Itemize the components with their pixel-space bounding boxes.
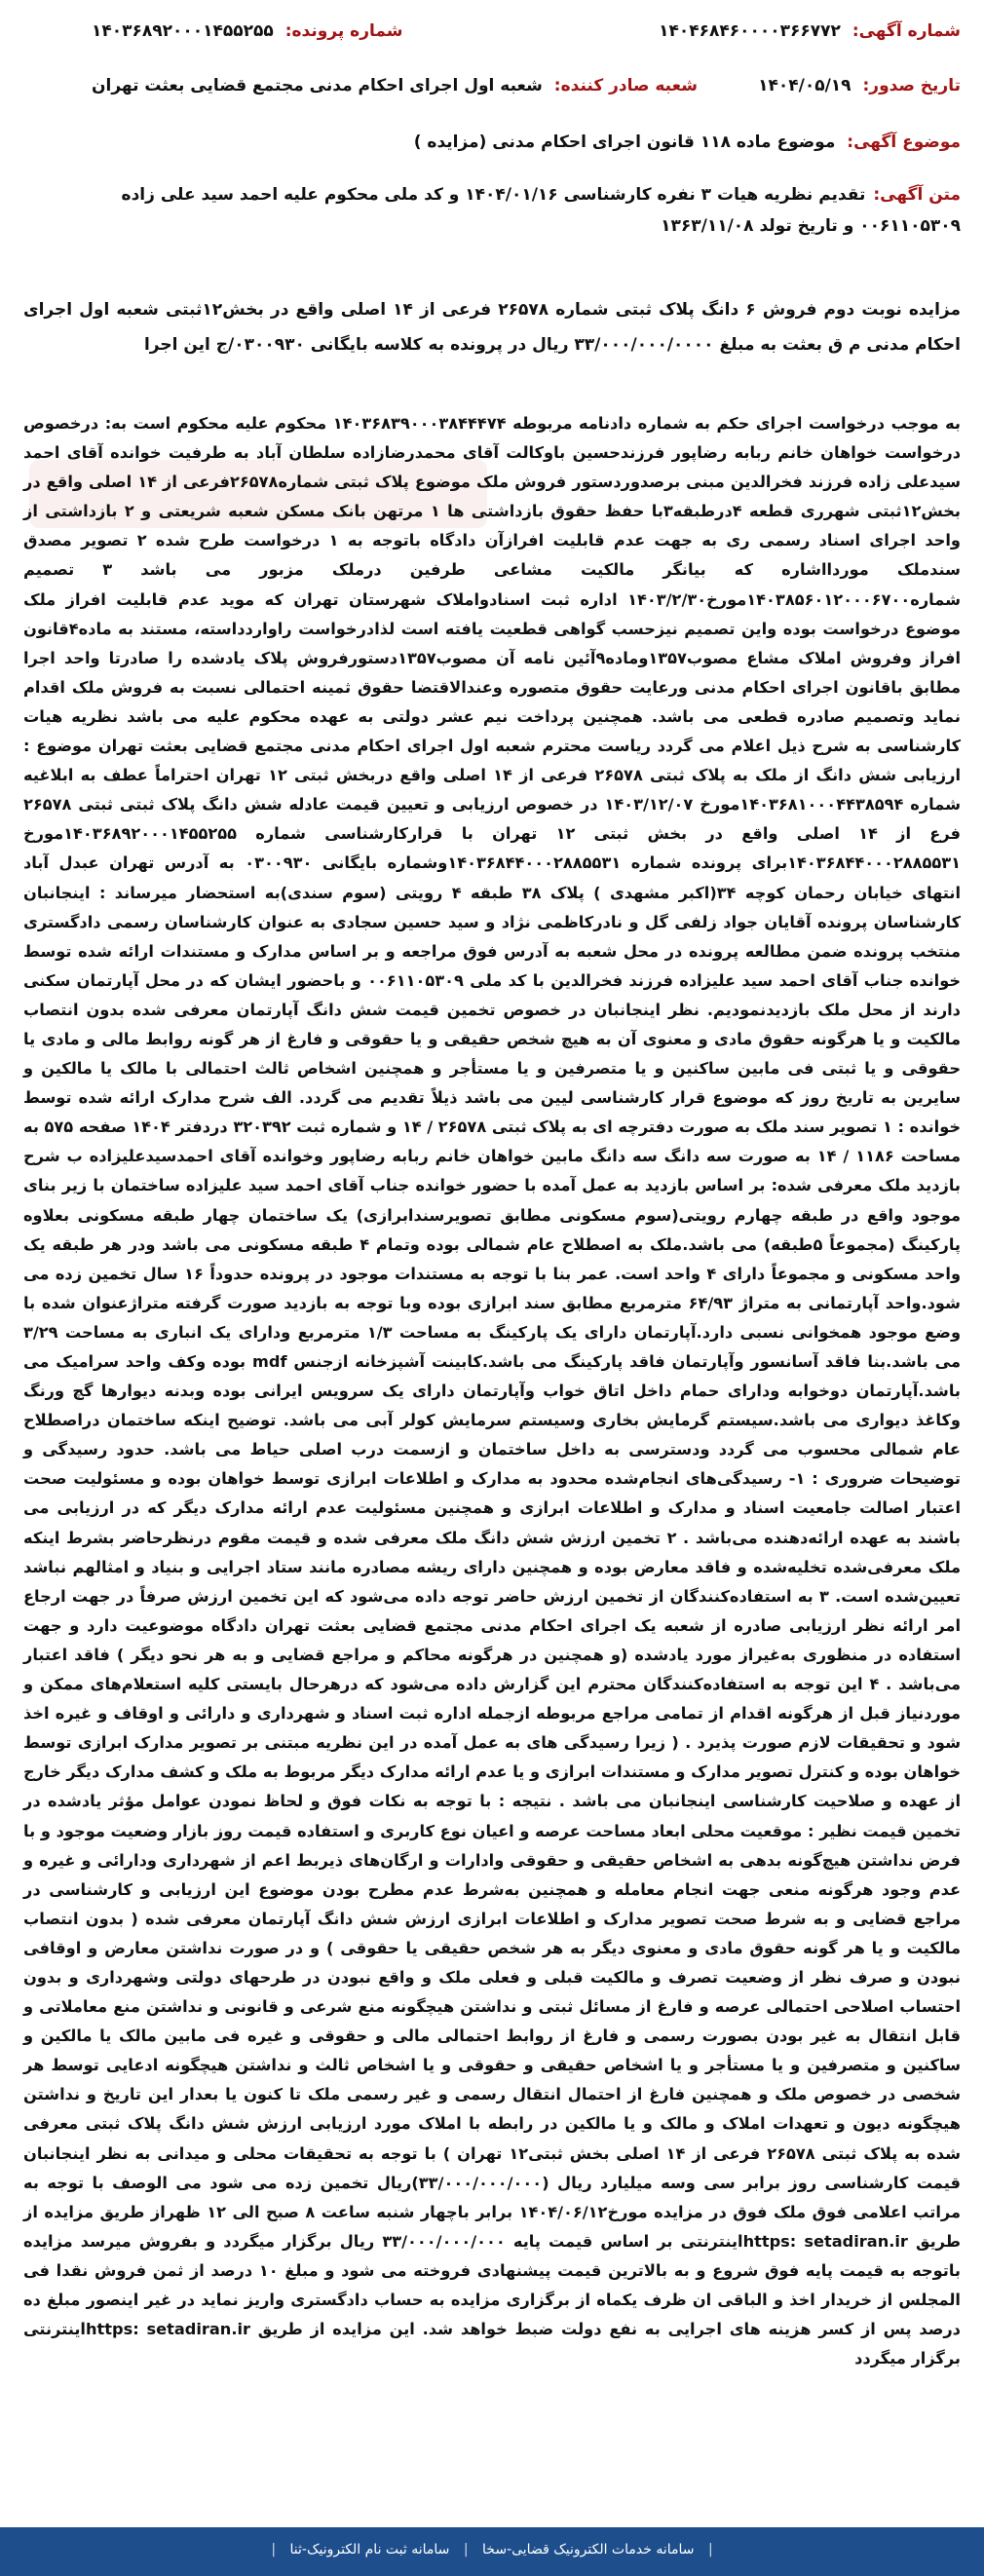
subject-value: موضوع ماده ۱۱۸ قانون اجرای احکام مدنی (مزایده ) [413,133,836,152]
header-row-2 [23,76,961,109]
issue-date-value: ۱۴۰۴/۰۵/۱۹ [758,76,852,95]
footer-link-sana[interactable]: سامانه ثبت نام الکترونیک-ثنا [289,2542,450,2557]
footer-link-sakha[interactable]: سامانه خدمات الکترونیک قضایی-سخا [482,2542,695,2557]
case-number-value: ۱۴۰۳۶۸۹۲۰۰۰۱۴۵۵۲۵۵ [92,21,274,41]
auction-intro: مزایده نوبت دوم فروش ۶ دانگ پلاک ثبتی شماره ۲۶۵۷۸ فرعی از ۱۴ اصلی واقع در بخش۱۲ثبتی شعبه اول اجرای احکام مدنی م ق بعثت به مبلغ ۳۳/۰۰۰/۰۰۰/۰۰۰۰ ریال در پرونده به کلاسه بایگانی ۰۳۰۰۹۳۰/ج این اجرا [23,300,961,355]
footer-separator: | [463,2542,469,2557]
footer-links [0,2542,984,2557]
header-row-1 [23,21,961,55]
notice-subject [414,133,961,152]
subject-label: موضوع آگهی: [847,133,961,152]
ad-text-label: متن آگهی: [873,185,961,205]
notice-text-header [23,179,961,242]
issue-date-label: تاریخ صدور: [862,76,961,95]
issue-date [758,76,961,95]
issuing-branch-value: شعبه اول اجرای احکام مدنی مجتمع قضایی بعثت تهران [92,76,543,95]
footer-separator: | [707,2542,713,2557]
case-number [92,21,403,41]
ad-number-label: شماره آگهی: [852,21,961,41]
ad-text-value: تقدیم نظریه هیات ۳ نفره کارشناسی ۱۴۰۴/۰۱/۱۶ و کد ملی محکوم علیه احمد سید علی زاده ۰۰۶۱۱۰۵۳۰۹ و تاریخ تولد ۱۳۶۳/۱۱/۰۸ [121,185,961,236]
case-number-label: شماره پرونده: [284,21,403,41]
footer-bar [0,2527,984,2576]
notice-body: به موجب درخواست اجرای حکم به شماره دادنامه مربوطه ۱۴۰۳۶۸۳۹۰۰۰۳۸۴۴۴۷۴ محکوم علیه محکوم است به: درخصوص درخواست خواهان خانم ربابه رضاپور فرزندحسین باوکالت آقای محمدرضازاده سلطان آباد به طرفیت خوانده آقای احمد سیدعلی زاده فرزند فخرالدین مبنی برصدوردستور فروش ملک موضوع پلاک ثبتی شماره۲۶۵۷۸فرعی از ۱۴ اصلی واقع در بخش۱۲ثبتی شهرری قطعه ۴درطبقه۳با حفظ حقوق بازداشتی ها ۱ مرتهن بانک مسکن شعبه شریعتی و ۲ بازداشتی از واحد اجرای اسناد رسمی ری به جهت عدم قابلیت افرازآن دادگاه باتوجه به ۱ درخواست طرح شده ۲ تصویر مصدق سندملک موردااشاره که بیانگر مالکیت مشاعی طرفین درملک مزبور می باشد ۳ تصمیم شماره۱۴۰۳۸۵۶۰۱۲۰۰۰۶۷۰۰مورخ۱۴۰۳/۲/۳۰ اداره ثبت اسنادواملاک شهرستان تهران که موید عدم قابلیت افراز ملک موضوع درخواست بوده واین تصمیم نیزحسب گواهی قطعیت یافته است لذادرخواست راواردداسته، مستند به ماده۴قانون افراز وفروش املاک مشاع مصوب۱۳۵۷وماده۹آئین نامه آن مصوب۱۳۵۷دستورفروش پلاک یادشده را صادرتا واحد اجرا مطابق باقانون اجرای احکام مدنی ورعایت حقوق متصوره وعندالاقتضا حقوق ثمینه احتمالی نسبت به فروش ملک اقدام نماید وتصمیم صادره قطعی می باشد. همچنین پرداخت نیم عشر دولتی به عهده محکوم علیه می باشد نظریه هیات کارشناسی به شرح ذیل اعلام می گردد ریاست محترم شعبه اول اجرای احکام مدنی مجتمع قضایی بعثت تهران موضوع : ارزیابی شش دانگ از ملک به پلاک ثبتی ۲۶۵۷۸ فرعی از ۱۴ اصلی واقع دربخش ثبتی ۱۲ تهران احتراماً عطف به ابلاغیه شماره ۱۴۰۳۶۸۱۰۰۰۴۴۳۸۵۹۴مورخ ۱۴۰۳/۱۲/۰۷ در خصوص ارزیابی و تعیین قیمت عادله شش دانگ پلاک ثبتی ثبتی ۲۶۵۷۸ فرع از ۱۴ اصلی واقع در بخش ثبتی ۱۲ تهران با قرارکارشناسی شماره ۱۴۰۳۶۸۹۲۰۰۰۱۴۵۵۲۵۵مورخ ۱۴۰۳۶۸۴۴۰۰۰۲۸۸۵۵۳۱برای پرونده شماره ۱۴۰۳۶۸۴۴۰۰۰۲۸۸۵۵۳۱وشماره بایگانی ۰۳۰۰۹۳۰ به آدرس تهران عبدل آباد انتهای خیابان رحمان کوچه ۳۴(اکبر مشهدی ) پلاک ۳۸ طبقه ۴ رویتی (سوم سندی)به استحضار میرساند : اینجانبان کارشناسان پرونده آقایان جواد زلفی گل و نادرکاظمی نژاد و سید حسین سجادی به عنوان کارشناسان رسمی دادگستری منتخب پرونده ضمن مطالعه پرونده در محل شعبه به آدرس فوق مراجعه و بر اساس مدارک و مستندات ارائه شده توسط خوانده جناب آقای احمد سید علیزاده فرزند فخرالدین با کد ملی ۰۰۶۱۱۰۵۳۰۹ و باحضور ایشان که در محل آپارتمان سکنی دارند از محل ملک بازدیدنمودیم. نظر اینجانبان در خصوص تخمین قیمت شش دانگ آپارتمان معرفی شده بدون انتصاب مالکیت و یا هرگونه حقوق مادی و معنوی آن به هیچ شخص حقیقی و یا حقوقی و فارغ از هر گونه روابط مالی و مادی یا حقوقی و یا ثبتی فی مابین ساکنین و یا متصرفین و یا مستأجر و همچنین اشخاص ثالث احتمالی با مالک یا مالکین و سایرین به تاریخ روز که موضوع قرار کارشناسی لیین می باشد ذیلاً تقدیم می گردد. الف شرح مدارک ارائه شده توسط خوانده : ۱ تصویر سند ملک به صورت دفترچه ای به پلاک ثبتی ۲۶۵۷۸ / ۱۴ و شماره ثبت ۳۲۰۳۹۲ دردفتر ۱۴۰۴ صفحه ۵۷۵ به مساحت ۱۱۸۶ / ۱۴ به صورت سه دانگ سه دانگ مابین خواهان خانم ربابه رضاپور وخوانده آقای احمدسیدعلیزاده ب شرح بازدید ملک معرفی شده: بر اساس بازدید به عمل آمده با حضور خوانده جناب آقای احمد سید علیزاده ساختمان با زیر بنای موجود واقع در طبقه چهارم رویتی(سوم مسکونی مطابق تصویرسندابرازی) یک ساختمان چهار طبقه مسکونی بعلاوه پارکینگ (مجموعاً ۵طبقه) می باشد.ملک به اصطلاح عام شمالی بوده وتمام ۴ طبقه مسکونی می باشد ودر هر طبقه یک واحد مسکونی و مجموعاً دارای ۴ واحد است. عمر بنا با توجه به مستندات موجود در پرونده حدوداً ۱۶ سال تخمین زده می شود.واحد آپارتمانی به متراژ ۶۴/۹۳ مترمربع مطابق سند ابرازی بوده وبا توجه به بازدید صورت گرفته متراژعنوان شده با وضع موجود همخوانی نسبی دارد.آپارتمان دارای یک پارکینگ به مساحت ۱/۳ مترمربع ودارای یک انباری به مساحت ۳/۲۹ می باشد.بنا فاقد آسانسور وآپارتمان فاقد پارکینگ می باشد.کابینت آشپزخانه ازجنس mdf بوده وکف واحد سرامیک می باشد.آپارتمان دوخوابه ودارای حمام داخل اتاق خواب وآپارتمان دارای یک سرویس ایرانی بوده وبدنه دیوارها گچ ورنگ وکاغذ دیواری می باشد.سیستم گرمایش بخاری وسیستم سرمایش کولر آبی می باشد. توضیح اینکه ساختمان دراصطلاح عام شمالی محسوب می گردد ودسترسی به داخل ساختمان و ازسمت درب اصلی حیاط می باشد. حدود رسیدگی و توضیحات ضروری : ۱- رسیدگی‌های انجام‌شده محدود به مدارک و اطلاعات ابرازی توسط خواهان بوده و مسئولیت صحت اعتبار اصالت جامعیت اسناد و مدارک و اطلاعات ابرازی و همچنین مسئولیت عدم ارائه مدارک دیگر که در ارزیابی می باشند به عهده ارائه‌دهنده می‌باشد . ۲ تخمین ارزش شش دانگ ملک معرفی شده و قیمت مقوم درنظرحاضر بشرط اینکه ملک معرفی‌شده تخلیه‌شده و فاقد معارض بوده و همچنین دارای ریشه مصادره مانند ستاد اجرایی و بنیاد و امثالهم نباشد تعیین‌شده است. ۳ به استفاده‌کنندگان از تخمین ارزش حاضر توجه داده می‌شود که این تخمین ارزش صرفاً در جهت ارجاع امر ارائه نظر ارزیابی صادره از شعبه یک اجرای احکام مدنی مجتمع قضایی بعثت تهران دادگاه موضوعیت دارد و جهت استفاده در منظوری به‌غیراز مورد یادشده (و همچنین در هرگونه محاکم و مراجع قضایی و به هر نحو دیگر ) فاقد اعتبار می‌باشد . ۴ این توجه به استفاده‌کنندگان محترم این گزارش داده می‌شود که درهرحال بایستی کلیه استعلام‌های ممکن و موردنیاز قبل از هرگونه اقدام از تمامی مراجع مربوطه ازجمله اداره ثبت اسناد و شهرداری و دارائی و اوقاف و غیره اخذ شود و تحقیقات لازم صورت پذیرد . ( زیرا رسیدگی های به عمل آمده در این نظریه مبتنی بر تصویر مدارک ابرازی توسط خواهان بوده و کنترل تصویر مدارک و مستندات ابرازی و یا عدم ارائه مدارک دیگر مربوط به ملک و کشف مدارک دیگر خارج از عهده و صلاحیت کارشناسی اینجانبان می باشد . نتیجه : با توجه به نکات فوق و لحاظ نمودن عوامل مؤثر یادشده در تخمین قیمت نظیر : موقعیت محلی ابعاد مساحت عرصه و اعیان نوع کاربری و استفاده قیمت روز بازار وضعیت موجود و با فرض نداشتن هیچ‌گونه بدهی به اشخاص حقیقی و حقوقی وادارات و ارگان‌های ذیربط اعم از شهرداری ودارائی و غیره و عدم وجود هرگونه منعی جهت انجام معامله و همچنین به‌شرط عدم مطرح بودن موضوع این ارزیابی و کارشناسی در مراجع قضایی و به شرط صحت تصویر مدارک و اطلاعات ابرازی ارزش شش دانگ آپارتمان معرفی شده ( بدون انتصاب مالکیت و یا هر گونه حقوق مادی و معنوی دیگر به هر شخص حقیقی یا حقوقی ) و در صورت نداشتن معارض و اوقافی نبودن و صرف نظر از وضعیت تصرف و مالکیت قبلی و فعلی ملک و واقع نبودن در طرحهای دولتی وشهرداری و بدون احتساب اصلاحی احتمالی عرصه و فارغ از مسائل ثبتی و نداشتن هیچگونه منع شرعی و قانونی و نداشتن منع معاملاتی و قابل انتقال به غیر بودن بصورت رسمی و فارغ از روابط احتمالی مالی و حقوقی و غیره فی مابین مالک یا مالکین و ساکنین و متصرفین و یا مستأجر و یا اشخاص حقیقی و حقوقی و یا اشخاص ثالث و نداشتن هیچگونه ادعایی توسط هر شخصی در خصوص ملک و همچنین فارغ از احتمال انتقال رسمی و غیر رسمی ملک تا کنون یا بعدار این تاریخ و نداشتن هیچگونه دیون و تعهدات املاک و مالک و یا مالکین در رابطه با املاک مورد ارزیابی ارزش شش دانگ پلاک ثبتی معرفی شده به پلاک ثبتی ۲۶۵۷۸ فرعی از ۱۴ اصلی بخش ثبتی۱۲ تهران ) با توجه به تحقیقات محلی و میدانی به نظر اینجانبان قیمت کارشناسی روز برابر سی وسه میلیارد ریال (۳۳/۰۰۰/۰۰۰/۰۰۰)ریال تخمین زده می شود می الوصف با توجه به مراتب اعلامی فوق ملک فوق در مزایده مورخ۱۴۰۴/۰۶/۱۲ برابر باچهار شنبه ساعت ۸ صبح الی ۱۲ ظهراز طریق مزایده از طریق https: setadiran.irاینترنتی بر اساس قیمت پایه ۳۳/۰۰۰/۰۰۰/۰۰۰ ریال برگزار میگردد و بفروش میرسد مزایده باتوجه به قیمت پایه فوق شروع و به بالاترین قیمت پیشنهادی فروخته می شود و مبلغ ۱۰ درصد از ثمن فروش نقدا فی المجلس از خریدار اخذ و الباقی ان ظرف یکماه از برگزاری مزایده به حساب دادگستری واریز نماید در غیر اینصور مبلغ ده درصد پس از کسر هزینه های اجرایی به نفع دولت ضبط خواهد شد. این مزایده از طریق https: setadiran.irاینترنتی برگزار میگردد [23,414,962,2368]
footer-separator: | [271,2542,277,2557]
ad-number-value: ۱۴۰۴۶۸۴۶۰۰۰۰۳۶۶۷۷۲ [659,21,841,41]
issuing-branch-label: شعبه صادر کننده: [553,76,698,95]
ad-number [659,21,961,41]
issuing-branch [92,76,698,95]
